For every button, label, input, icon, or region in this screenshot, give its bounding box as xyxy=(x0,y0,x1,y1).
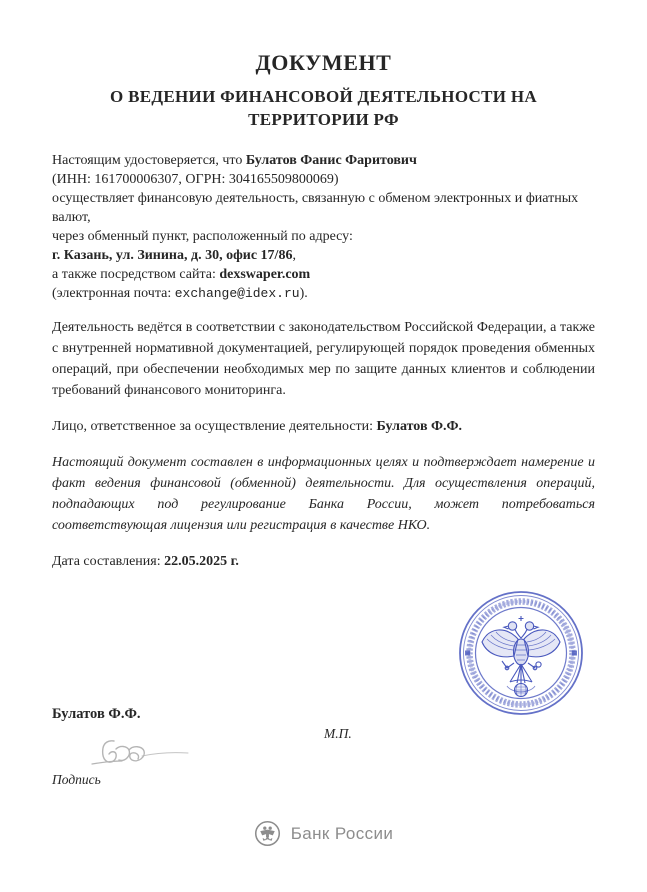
via-line: через обменный пункт, расположенный по адресу: xyxy=(52,229,353,244)
activity-line1: осуществляет финансовую деятельность, связанную с обменом электронных и фиатных xyxy=(52,191,579,206)
document-subtitle-line1: О ВЕДЕНИИ ФИНАНСОВОЙ ДЕЯТЕЛЬНОСТИ НА xyxy=(110,87,537,106)
document-subtitle xyxy=(52,85,595,131)
document-title: ДОКУМЕНТ xyxy=(255,50,392,75)
certification-block xyxy=(52,151,595,303)
footer-logo-text: Банк России xyxy=(290,823,394,843)
email-value: exchange@idex.ru xyxy=(174,286,300,301)
responsible-line xyxy=(52,417,595,436)
certify-prefix: Настоящим удостоверяется, что xyxy=(52,153,246,168)
responsible-name: Булатов Ф.Ф. xyxy=(376,419,463,434)
certify-line xyxy=(52,151,595,170)
double-headed-eagle-icon xyxy=(482,616,560,697)
address-value: г. Казань, ул. Зинина, д. 30, офис 17/86 xyxy=(52,248,293,263)
site-value: dexswaper.com xyxy=(219,267,311,282)
email-prefix: (электронная почта: xyxy=(52,286,175,301)
signature-label: Подпись xyxy=(52,772,101,787)
date-line xyxy=(52,554,595,570)
date-value: 22.05.2025 г. xyxy=(164,554,239,569)
disclaimer-paragraph: Настоящий документ составлен в информационных целях и подтверждает намерение и факт ведения финансовой (обменной) деятельности. Для осуществления операций, подпадающих под регулирование Банка России, может потребоваться соответствующая лицензия или регистрация в качестве НКО. xyxy=(52,455,595,533)
person-name: Булатов Фанис Фаритович xyxy=(245,153,417,168)
email-suffix: ). xyxy=(299,286,308,301)
handwritten-signature xyxy=(84,736,194,772)
site-prefix: а также посредством сайта: xyxy=(52,267,220,282)
document-subtitle-line2: ТЕРРИТОРИИ РФ xyxy=(248,110,399,129)
ids-line: (ИНН: 161700006307, ОГРН: 304165509800069) xyxy=(52,172,339,187)
email-line xyxy=(52,284,595,303)
footer-eagle-icon xyxy=(260,827,274,841)
compliance-paragraph: Деятельность ведётся в соответствии с законодательством Российской Федерации, а также с внутренней нормативной документацией, регулирующей порядок проведения обменных операций, при обеспечении необходимых мер по защите данных клиентов и соблюдении требований финансового мониторинга. xyxy=(52,320,595,398)
address-line xyxy=(52,246,595,265)
date-prefix: Дата составления: xyxy=(52,554,165,569)
signatory-name: Булатов Ф.Ф. xyxy=(52,706,141,722)
site-line xyxy=(52,265,595,284)
bank-of-russia-logo xyxy=(0,820,647,847)
official-seal-stamp xyxy=(456,588,586,718)
bank-of-russia-logo-icon xyxy=(254,820,281,847)
responsible-prefix: Лицо, ответственное за осуществление деятельности: xyxy=(52,419,377,434)
address-suffix: , xyxy=(292,248,296,263)
activity-line2: валют, xyxy=(52,210,91,225)
seal-place-label: М.П. xyxy=(324,726,352,741)
